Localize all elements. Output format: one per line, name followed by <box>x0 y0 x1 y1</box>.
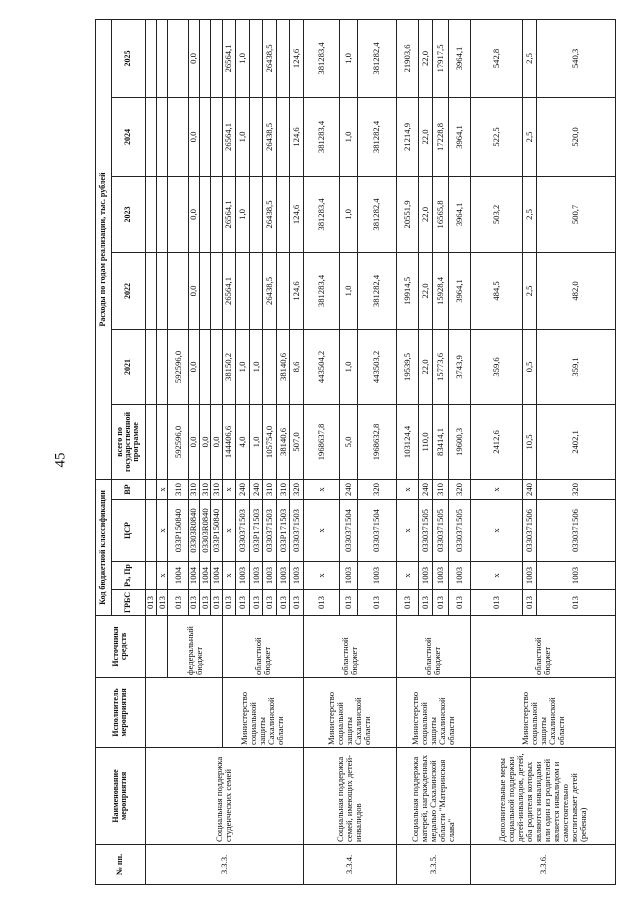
cell-y2024 <box>200 97 211 176</box>
row-number: 3.3.6. <box>471 845 616 885</box>
header-expenses: Расходы по годам реализации, тыс. рублей <box>96 19 112 479</box>
cell-y2021 <box>157 329 168 404</box>
funding-source: областной бюджет <box>471 616 616 678</box>
cell-y2024: 26564,1 <box>222 97 236 176</box>
table-row <box>471 19 523 884</box>
cell-y2024 <box>168 97 188 176</box>
cell-vr: x <box>471 479 523 499</box>
funding-source: областной бюджет <box>396 616 471 678</box>
cell-y2025 <box>157 19 168 97</box>
cell-y2024: 520,0 <box>536 97 615 176</box>
cell-total: 19600,3 <box>448 404 471 479</box>
cell-csr: 0330371503 <box>290 500 304 562</box>
executor: Министерство социальной защиты Сахалинской области <box>304 678 397 748</box>
cell-y2023: 20551,9 <box>396 176 419 252</box>
cell-y2021: 3743,9 <box>448 329 471 404</box>
cell-y2021: 1,0 <box>249 329 263 404</box>
cell-y2021: 1,0 <box>340 329 358 404</box>
cell-csr: 0330371505 <box>432 500 448 562</box>
cell-y2024: 2,5 <box>523 97 537 176</box>
cell-vr: 310 <box>168 479 188 499</box>
cell-y2023 <box>145 176 156 252</box>
cell-total: 10,5 <box>523 404 537 479</box>
cell-vr: 240 <box>419 479 433 499</box>
budget-table <box>95 19 616 885</box>
cell-csr: 0330371506 <box>536 500 615 562</box>
cell-rzpr: x <box>471 562 523 590</box>
cell-y2025: 22,0 <box>419 19 433 97</box>
cell-csr: 033P150840 <box>211 500 222 562</box>
cell-y2025: 542,8 <box>471 19 523 97</box>
header-year-2022: 2022 <box>111 252 145 329</box>
cell-y2025 <box>145 19 156 97</box>
table-row <box>304 19 340 884</box>
cell-rzpr: 1003 <box>290 562 304 590</box>
cell-total: 592596,0 <box>168 404 188 479</box>
cell-y2022: 3964,1 <box>448 252 471 329</box>
cell-y2024: 381283,4 <box>304 97 340 176</box>
cell-total: 2412,6 <box>471 404 523 479</box>
cell-y2021: 1,0 <box>236 329 250 404</box>
cell-y2023 <box>168 176 188 252</box>
cell-grbs: 013 <box>157 590 168 616</box>
cell-y2023: 124,6 <box>290 176 304 252</box>
cell-total: 144406,6 <box>222 404 236 479</box>
row-number: 3.3.4. <box>304 845 397 885</box>
cell-vr: 320 <box>358 479 396 499</box>
cell-vr: 320 <box>290 479 304 499</box>
cell-grbs: 013 <box>523 590 537 616</box>
cell-y2023: 3964,1 <box>448 176 471 252</box>
cell-y2022: 22,0 <box>419 252 433 329</box>
cell-y2021: 38140,6 <box>276 329 290 404</box>
cell-y2024 <box>145 97 156 176</box>
measure-name: Социальная поддержка студенческих семей <box>145 748 303 845</box>
cell-y2023: 26564,1 <box>222 176 236 252</box>
header-name: Наименование мероприятия <box>96 748 146 845</box>
cell-csr: x <box>222 500 236 562</box>
cell-vr: 310 <box>211 479 222 499</box>
cell-y2021: 359,6 <box>471 329 523 404</box>
cell-vr: 310 <box>263 479 277 499</box>
cell-grbs: 013 <box>188 590 199 616</box>
cell-y2021 <box>211 329 222 404</box>
executor: Министерство социальной защиты Сахалинской области <box>471 678 616 748</box>
cell-y2025: 540,3 <box>536 19 615 97</box>
cell-total: 1968637,8 <box>304 404 340 479</box>
cell-y2022: 124,6 <box>290 252 304 329</box>
cell-total: 0,0 <box>188 404 199 479</box>
cell-csr: 033P171503 <box>276 500 290 562</box>
cell-y2023: 381283,4 <box>304 176 340 252</box>
cell-y2024: 1,0 <box>340 97 358 176</box>
cell-total: 0,0 <box>211 404 222 479</box>
cell-rzpr: x <box>396 562 419 590</box>
cell-grbs: 013 <box>304 590 340 616</box>
cell-rzpr <box>145 562 156 590</box>
cell-y2025: 124,6 <box>290 19 304 97</box>
funding-source-federal: федеральный бюджет <box>168 616 222 678</box>
cell-grbs: 013 <box>471 590 523 616</box>
cell-csr: x <box>471 500 523 562</box>
cell-rzpr: 1003 <box>276 562 290 590</box>
cell-total: 507,0 <box>290 404 304 479</box>
cell-y2023: 22,0 <box>419 176 433 252</box>
cell-y2022: 482,0 <box>536 252 615 329</box>
header-source: Источники средств <box>96 616 146 678</box>
cell-y2021: 443503,2 <box>358 329 396 404</box>
header-grbs: ГРБС <box>111 590 145 616</box>
cell-csr: 03303R0840 <box>188 500 199 562</box>
cell-rzpr: 1003 <box>340 562 358 590</box>
cell-grbs: 013 <box>145 590 156 616</box>
cell-total: 38140,6 <box>276 404 290 479</box>
cell-y2022: 0,0 <box>188 252 199 329</box>
cell-grbs: 013 <box>276 590 290 616</box>
cell-y2021: 15773,6 <box>432 329 448 404</box>
funding-source: областной бюджет <box>304 616 397 678</box>
header-year-2021: 2021 <box>111 329 145 404</box>
cell-vr <box>145 479 156 499</box>
cell-rzpr: 1004 <box>188 562 199 590</box>
cell-y2025: 26438,5 <box>263 19 277 97</box>
cell-y2025: 26564,1 <box>222 19 236 97</box>
cell-csr: x <box>396 500 419 562</box>
cell-y2024: 522,5 <box>471 97 523 176</box>
cell-y2021 <box>263 329 277 404</box>
header-year-2024: 2024 <box>111 97 145 176</box>
header-year-2025: 2025 <box>111 19 145 97</box>
cell-y2021: 38150,2 <box>222 329 236 404</box>
row-number: 3.3.5. <box>396 845 471 885</box>
row-number: 3.3.3. <box>145 845 303 885</box>
cell-grbs: 013 <box>168 590 188 616</box>
cell-rzpr: 1004 <box>200 562 211 590</box>
cell-grbs: 013 <box>396 590 419 616</box>
cell-csr <box>145 500 156 562</box>
cell-rzpr: 1004 <box>211 562 222 590</box>
cell-y2023: 16565,8 <box>432 176 448 252</box>
cell-y2021: 592596,0 <box>168 329 188 404</box>
cell-vr: 310 <box>276 479 290 499</box>
cell-y2021: 0,5 <box>523 329 537 404</box>
cell-csr: 0330371506 <box>523 500 537 562</box>
cell-y2022 <box>249 252 263 329</box>
measure-name: Социальная поддержка матерей, награжденных медалью Сахалинской области "Материнская слава" <box>396 748 471 845</box>
cell-csr: 0330371504 <box>340 500 358 562</box>
cell-y2023: 1,0 <box>340 176 358 252</box>
cell-rzpr: 1004 <box>168 562 188 590</box>
header-no: № пп. <box>96 845 146 885</box>
measure-name: Дополнительные меры социальной поддержки детей-инвалидов, детей, оба родителя которых являются инвалидами или один из родителей является инвалидом и самостоятельно воспитывает детей (ребенка) <box>471 748 616 845</box>
cell-vr: 310 <box>188 479 199 499</box>
header-rzpr: Рз, Пр <box>111 562 145 590</box>
cell-vr: 240 <box>236 479 250 499</box>
cell-grbs: 013 <box>200 590 211 616</box>
cell-rzpr: x <box>304 562 340 590</box>
cell-rzpr: 1003 <box>523 562 537 590</box>
cell-y2025: 2,5 <box>523 19 537 97</box>
cell-rzpr: x <box>222 562 236 590</box>
cell-y2024: 124,6 <box>290 97 304 176</box>
cell-rzpr: 1003 <box>358 562 396 590</box>
cell-csr: 0330371503 <box>263 500 277 562</box>
cell-y2023: 1,0 <box>236 176 250 252</box>
cell-y2021: 0,0 <box>188 329 199 404</box>
cell-y2025: 381282,4 <box>358 19 396 97</box>
table-row <box>396 19 419 884</box>
cell-grbs: 013 <box>211 590 222 616</box>
cell-csr: 0330371503 <box>236 500 250 562</box>
cell-y2025 <box>200 19 211 97</box>
table-row <box>145 19 156 884</box>
source-blank <box>145 616 168 678</box>
header-year-2023: 2023 <box>111 176 145 252</box>
cell-y2022: 381283,4 <box>304 252 340 329</box>
cell-y2025 <box>211 19 222 97</box>
cell-grbs: 013 <box>358 590 396 616</box>
cell-y2025 <box>168 19 188 97</box>
cell-grbs: 013 <box>263 590 277 616</box>
cell-y2021: 359,1 <box>536 329 615 404</box>
executor-blank <box>145 678 222 748</box>
cell-total: 0,0 <box>200 404 211 479</box>
cell-y2024 <box>249 97 263 176</box>
cell-y2025: 3964,1 <box>448 19 471 97</box>
cell-csr: x <box>304 500 340 562</box>
cell-total: 105754,0 <box>263 404 277 479</box>
cell-y2025 <box>249 19 263 97</box>
cell-vr: 240 <box>523 479 537 499</box>
cell-rzpr: x <box>157 562 168 590</box>
cell-y2021: 443504,2 <box>304 329 340 404</box>
cell-y2023: 503,2 <box>471 176 523 252</box>
cell-rzpr: 1003 <box>236 562 250 590</box>
cell-grbs: 013 <box>432 590 448 616</box>
cell-y2024: 1,0 <box>236 97 250 176</box>
cell-y2025: 1,0 <box>340 19 358 97</box>
cell-grbs: 013 <box>249 590 263 616</box>
cell-y2024: 26438,5 <box>263 97 277 176</box>
cell-y2022 <box>236 252 250 329</box>
cell-grbs: 013 <box>290 590 304 616</box>
header-executor: Исполнитель мероприятия <box>96 678 146 748</box>
cell-rzpr: 1003 <box>448 562 471 590</box>
cell-rzpr: 1003 <box>432 562 448 590</box>
cell-grbs: 013 <box>419 590 433 616</box>
cell-total: 2402,1 <box>536 404 615 479</box>
header-csr: ЦСР <box>111 500 145 562</box>
cell-rzpr: 1003 <box>536 562 615 590</box>
cell-grbs: 013 <box>236 590 250 616</box>
cell-y2022: 381282,4 <box>358 252 396 329</box>
cell-y2025: 17917,5 <box>432 19 448 97</box>
cell-grbs: 013 <box>536 590 615 616</box>
cell-y2025: 1,0 <box>236 19 250 97</box>
cell-csr: 0330371505 <box>448 500 471 562</box>
cell-vr: x <box>396 479 419 499</box>
cell-y2022 <box>211 252 222 329</box>
cell-y2024: 21214,9 <box>396 97 419 176</box>
cell-y2023: 500,7 <box>536 176 615 252</box>
cell-y2023 <box>276 176 290 252</box>
cell-y2024 <box>211 97 222 176</box>
cell-y2023 <box>200 176 211 252</box>
cell-y2022: 484,5 <box>471 252 523 329</box>
cell-y2022: 15928,4 <box>432 252 448 329</box>
cell-y2021 <box>145 329 156 404</box>
measure-name: Социальная поддержка семей, имеющих детей-инвалидов <box>304 748 397 845</box>
cell-vr: x <box>157 479 168 499</box>
executor: Министерство социальной защиты Сахалинской области <box>222 678 303 748</box>
cell-y2024: 381282,4 <box>358 97 396 176</box>
cell-vr: x <box>222 479 236 499</box>
cell-total: 1,0 <box>249 404 263 479</box>
cell-y2021: 19539,5 <box>396 329 419 404</box>
cell-y2021: 8,6 <box>290 329 304 404</box>
cell-rzpr: 1003 <box>263 562 277 590</box>
executor: Министерство социальной защиты Сахалинской области <box>396 678 471 748</box>
cell-y2023: 381282,4 <box>358 176 396 252</box>
cell-y2024: 17228,8 <box>432 97 448 176</box>
cell-vr: 320 <box>536 479 615 499</box>
cell-total: 83414,1 <box>432 404 448 479</box>
cell-total <box>145 404 156 479</box>
cell-y2023: 26438,5 <box>263 176 277 252</box>
cell-y2021 <box>200 329 211 404</box>
cell-y2023 <box>157 176 168 252</box>
cell-y2022 <box>157 252 168 329</box>
header-total: всего по государственной программе <box>111 404 145 479</box>
cell-y2023: 2,5 <box>523 176 537 252</box>
cell-y2022: 1,0 <box>340 252 358 329</box>
cell-total: 5,0 <box>340 404 358 479</box>
page-number: 45 <box>52 452 69 468</box>
cell-y2022: 19914,5 <box>396 252 419 329</box>
cell-csr: 033P150840 <box>168 500 188 562</box>
cell-y2025: 0,0 <box>188 19 199 97</box>
cell-csr: 03303R0840 <box>200 500 211 562</box>
cell-rzpr: 1003 <box>419 562 433 590</box>
cell-csr: x <box>157 500 168 562</box>
cell-csr: 0330371504 <box>358 500 396 562</box>
cell-vr: 320 <box>448 479 471 499</box>
cell-total: 110,0 <box>419 404 433 479</box>
cell-y2022 <box>168 252 188 329</box>
header-classification: Код бюджетной классификации <box>96 479 112 615</box>
cell-vr: 240 <box>340 479 358 499</box>
cell-y2023: 0,0 <box>188 176 199 252</box>
cell-y2022: 26564,1 <box>222 252 236 329</box>
cell-y2024: 3964,1 <box>448 97 471 176</box>
cell-y2024: 0,0 <box>188 97 199 176</box>
cell-y2025: 21903,6 <box>396 19 419 97</box>
cell-y2022: 26438,5 <box>263 252 277 329</box>
cell-y2021: 22,0 <box>419 329 433 404</box>
cell-total: 103124,4 <box>396 404 419 479</box>
cell-y2024: 22,0 <box>419 97 433 176</box>
cell-y2025: 381283,4 <box>304 19 340 97</box>
cell-y2024 <box>157 97 168 176</box>
cell-total: 4,0 <box>236 404 250 479</box>
cell-y2022 <box>145 252 156 329</box>
cell-grbs: 013 <box>222 590 236 616</box>
rotated-page <box>95 20 616 885</box>
cell-y2022 <box>200 252 211 329</box>
cell-vr: 310 <box>432 479 448 499</box>
funding-source-regional: областной бюджет <box>222 616 303 678</box>
cell-total <box>157 404 168 479</box>
cell-y2025 <box>276 19 290 97</box>
cell-y2022 <box>276 252 290 329</box>
cell-y2022: 2,5 <box>523 252 537 329</box>
cell-y2023 <box>249 176 263 252</box>
cell-vr: x <box>304 479 340 499</box>
header-vr: ВР <box>111 479 145 499</box>
cell-total: 1968632,8 <box>358 404 396 479</box>
cell-csr: 0330371505 <box>419 500 433 562</box>
cell-grbs: 013 <box>340 590 358 616</box>
cell-csr: 033P171503 <box>249 500 263 562</box>
cell-y2023 <box>211 176 222 252</box>
cell-rzpr: 1003 <box>249 562 263 590</box>
cell-y2024 <box>276 97 290 176</box>
cell-vr: 310 <box>200 479 211 499</box>
cell-vr: 240 <box>249 479 263 499</box>
cell-grbs: 013 <box>448 590 471 616</box>
